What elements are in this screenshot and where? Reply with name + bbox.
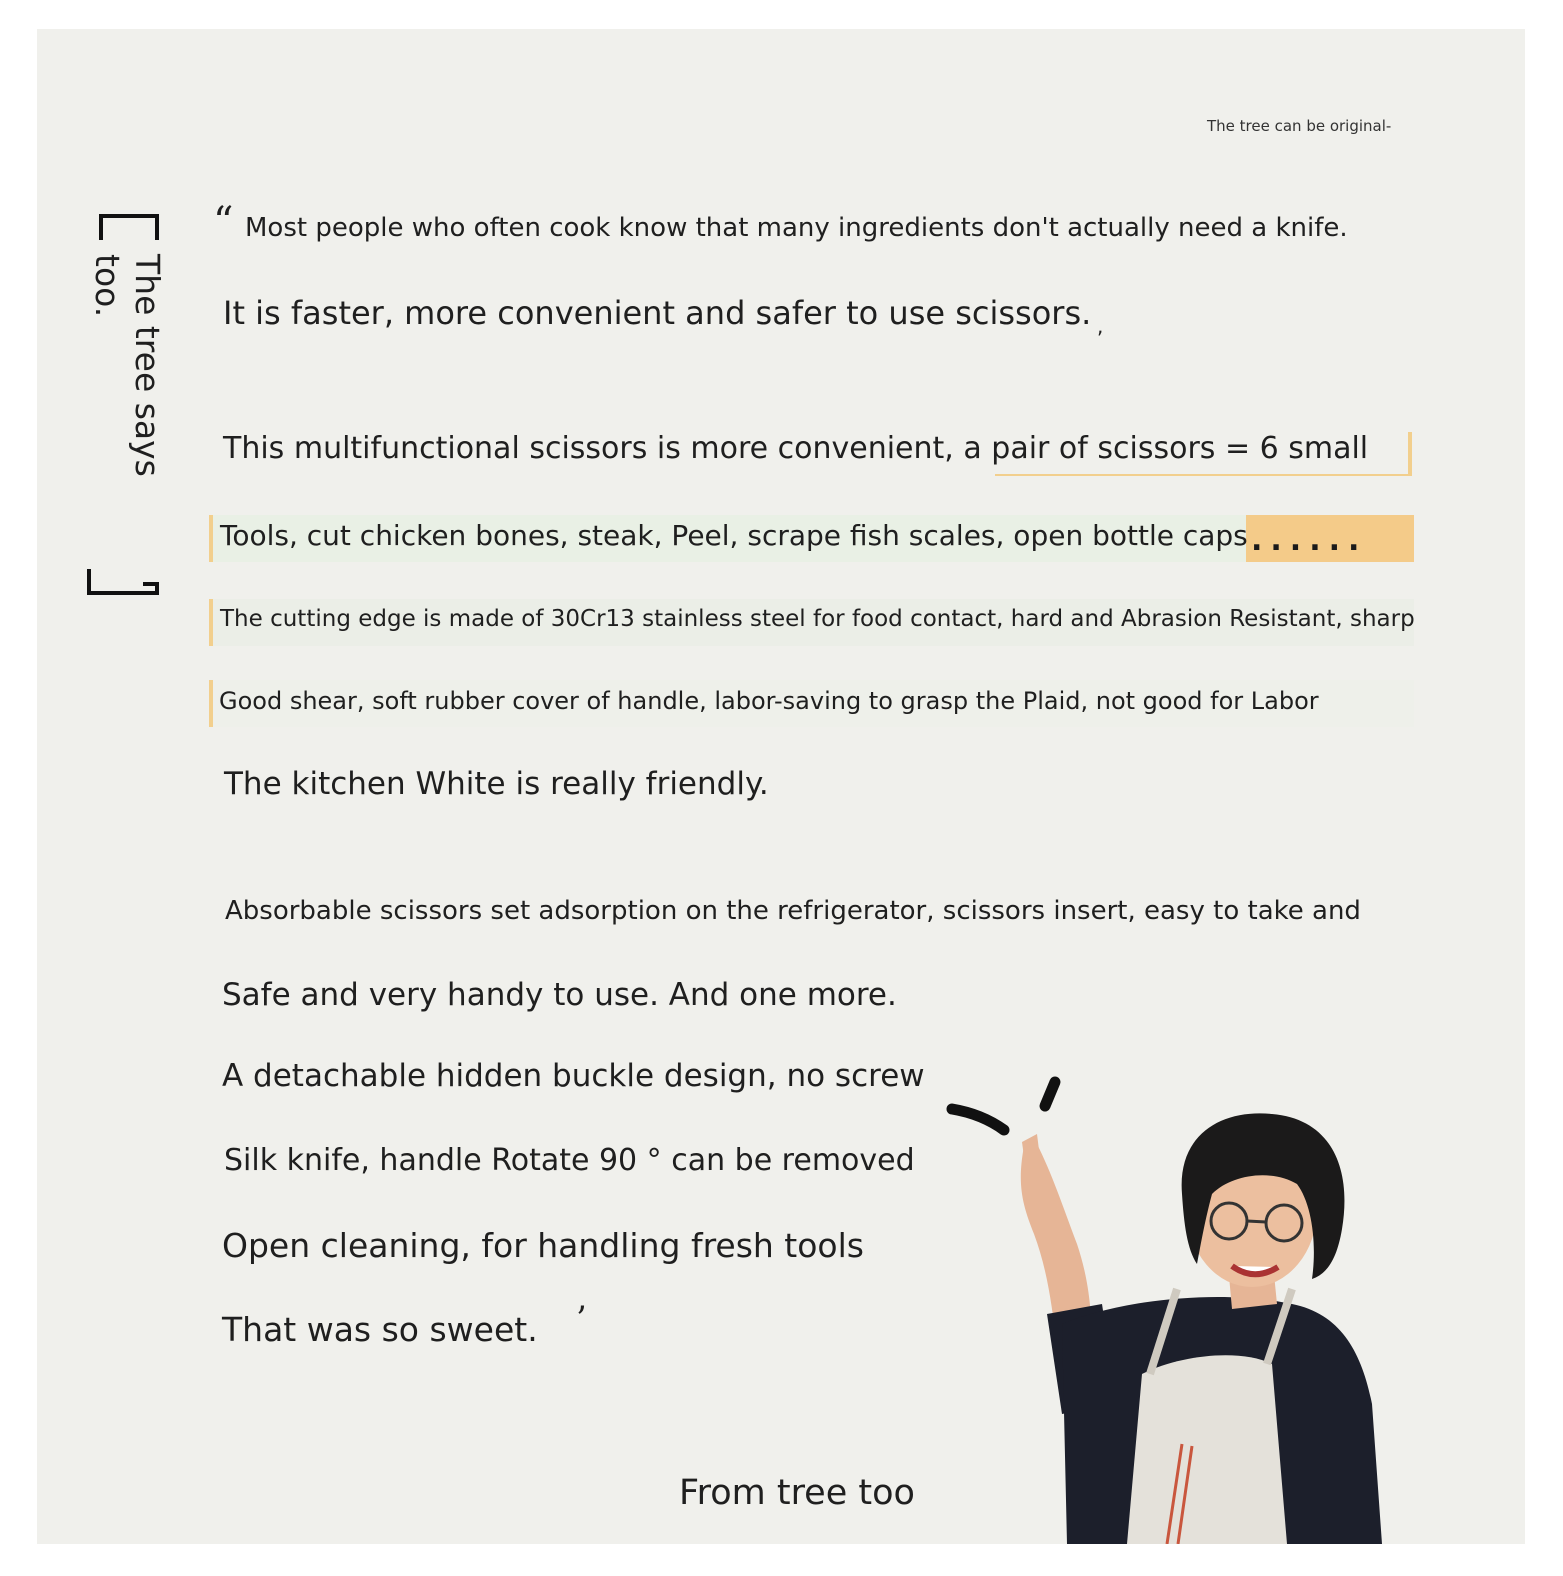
person-pointing-icon — [942, 1074, 1422, 1544]
close-quote-mark: ’ — [576, 1299, 587, 1339]
quote-line-13: That was so sweet. — [222, 1310, 538, 1349]
vertical-title: The tree says too. — [88, 254, 167, 477]
corner-bracket-bottom-inner — [143, 582, 159, 595]
apron — [1127, 1355, 1287, 1544]
excitement-mark-left — [952, 1109, 1004, 1130]
ellipsis-dots: ...... — [1251, 523, 1368, 558]
quote-line-9: Safe and very handy to use. And one more. — [222, 977, 897, 1013]
quote-line-7: The kitchen White is really friendly. — [224, 766, 769, 802]
vertical-title-block — [87, 214, 177, 624]
glasses-bridge — [1247, 1221, 1266, 1222]
quote-line-8: Absorbable scissors set adsorption on the refrigerator, scissors insert, easy to take and — [225, 896, 1361, 926]
quote-line-2: It is faster, more convenient and safer to use scissors. — [223, 294, 1092, 332]
top-note: The tree can be original- — [1207, 117, 1392, 135]
quote-line-6: Good shear, soft rubber cover of handle, labor-saving to grasp the Plaid, not good for Labor — [219, 687, 1319, 715]
quote-line-12: Open cleaning, for handling fresh tools — [222, 1226, 864, 1265]
corner-bracket-top-inner — [99, 214, 115, 240]
quote-line-5: The cutting edge is made of 30Cr13 stainless steel for food contact, hard and Abrasion Resistant, sharp — [220, 606, 1415, 632]
quote-line-2-tail: , — [1097, 314, 1104, 338]
quote-line-4: Tools, cut chicken bones, steak, Peel, scrape fish scales, open bottle caps — [220, 519, 1248, 552]
page-card — [37, 29, 1525, 1544]
quote-line-10: A detachable hidden buckle design, no screw — [222, 1058, 925, 1094]
excitement-mark-right — [1045, 1082, 1055, 1106]
signature: From tree too — [679, 1473, 915, 1513]
quote-line-1: Most people who often cook know that many ingredients don't actually need a knife. — [245, 213, 1348, 243]
quote-line-3: This multifunctional scissors is more convenient, a pair of scissors = 6 small — [223, 431, 1369, 466]
open-quote-mark: “ — [213, 199, 234, 245]
quote-line-11: Silk knife, handle Rotate 90 ° can be removed — [224, 1143, 915, 1178]
smile — [1232, 1266, 1278, 1274]
